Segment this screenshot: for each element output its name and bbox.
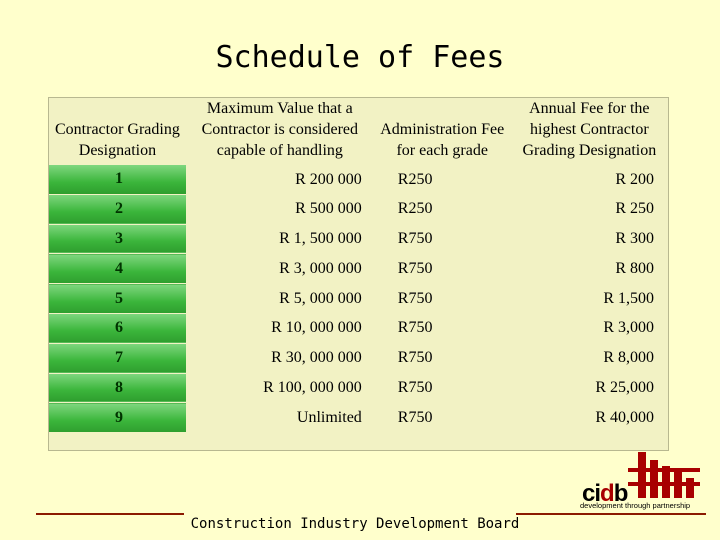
admin-fee-cell: R750: [397, 289, 433, 307]
table-row: [49, 403, 668, 433]
admin-fee-cell: R750: [397, 349, 433, 367]
grade-cell: 2: [49, 194, 186, 224]
annual-fee-cell: R 1,500: [603, 289, 654, 307]
max-value-cell: R 200 000: [295, 170, 362, 188]
max-value-cell: R 500 000: [295, 200, 362, 218]
max-value-cell: R 5, 000 000: [279, 289, 362, 307]
table-row: [49, 165, 668, 194]
admin-fee-cell: R750: [397, 229, 433, 247]
footer-org-name: Construction Industry Development Board: [190, 516, 520, 532]
annual-fee-cell: R 8,000: [603, 349, 654, 367]
header-max-value: Maximum Value that a Contractor is considered capable of handling: [201, 100, 359, 159]
annual-fee-cell: R 800: [615, 259, 654, 277]
annual-fee-cell: R 250: [615, 200, 654, 218]
grade-cell: 7: [49, 343, 186, 373]
max-value-cell: R 10, 000 000: [271, 319, 362, 337]
admin-fee-cell: R250: [397, 200, 433, 218]
page-title: Schedule of Fees: [215, 40, 505, 75]
admin-fee-cell: R750: [397, 408, 433, 426]
grade-cell: 9: [49, 403, 186, 433]
cidb-logo-text: cidb: [582, 480, 628, 507]
header-annual-fee: Annual Fee for the highest Contractor Grading Designation: [522, 100, 657, 159]
admin-fee-cell: R750: [397, 319, 433, 337]
footer-rule-right: [516, 513, 706, 515]
table-row: [49, 224, 668, 254]
table-row: [49, 254, 668, 284]
max-value-cell: Unlimited: [296, 408, 362, 426]
admin-fee-cell: R750: [397, 378, 433, 396]
table-row: [49, 313, 668, 343]
table-row: [49, 343, 668, 373]
grade-cell: 3: [49, 224, 186, 254]
table-row: [49, 373, 668, 403]
annual-fee-cell: R 200: [615, 170, 654, 188]
grade-cell: 6: [49, 313, 186, 343]
annual-fee-cell: R 3,000: [603, 319, 654, 337]
fees-table: [48, 97, 669, 451]
grade-cell: 4: [49, 254, 186, 284]
grade-cell: 5: [49, 284, 186, 314]
max-value-cell: R 3, 000 000: [279, 259, 362, 277]
header-grading: Contractor Grading Designation: [55, 121, 180, 159]
table-row: [49, 284, 668, 314]
header-admin-fee: Administration Fee for each grade: [380, 121, 505, 159]
admin-fee-cell: R250: [397, 170, 433, 188]
table-row: [49, 194, 668, 224]
header-row: [49, 98, 668, 165]
grade-cell: 1: [49, 165, 186, 194]
footer-rule-left: [36, 513, 184, 515]
admin-fee-cell: R750: [397, 259, 433, 277]
max-value-cell: R 1, 500 000: [279, 229, 362, 247]
max-value-cell: R 100, 000 000: [263, 378, 362, 396]
max-value-cell: R 30, 000 000: [271, 349, 362, 367]
annual-fee-cell: R 25,000: [595, 378, 654, 396]
grade-cell: 8: [49, 373, 186, 403]
annual-fee-cell: R 40,000: [595, 408, 654, 426]
logo-tagline: development through partnership: [580, 501, 691, 510]
annual-fee-cell: R 300: [615, 229, 654, 247]
